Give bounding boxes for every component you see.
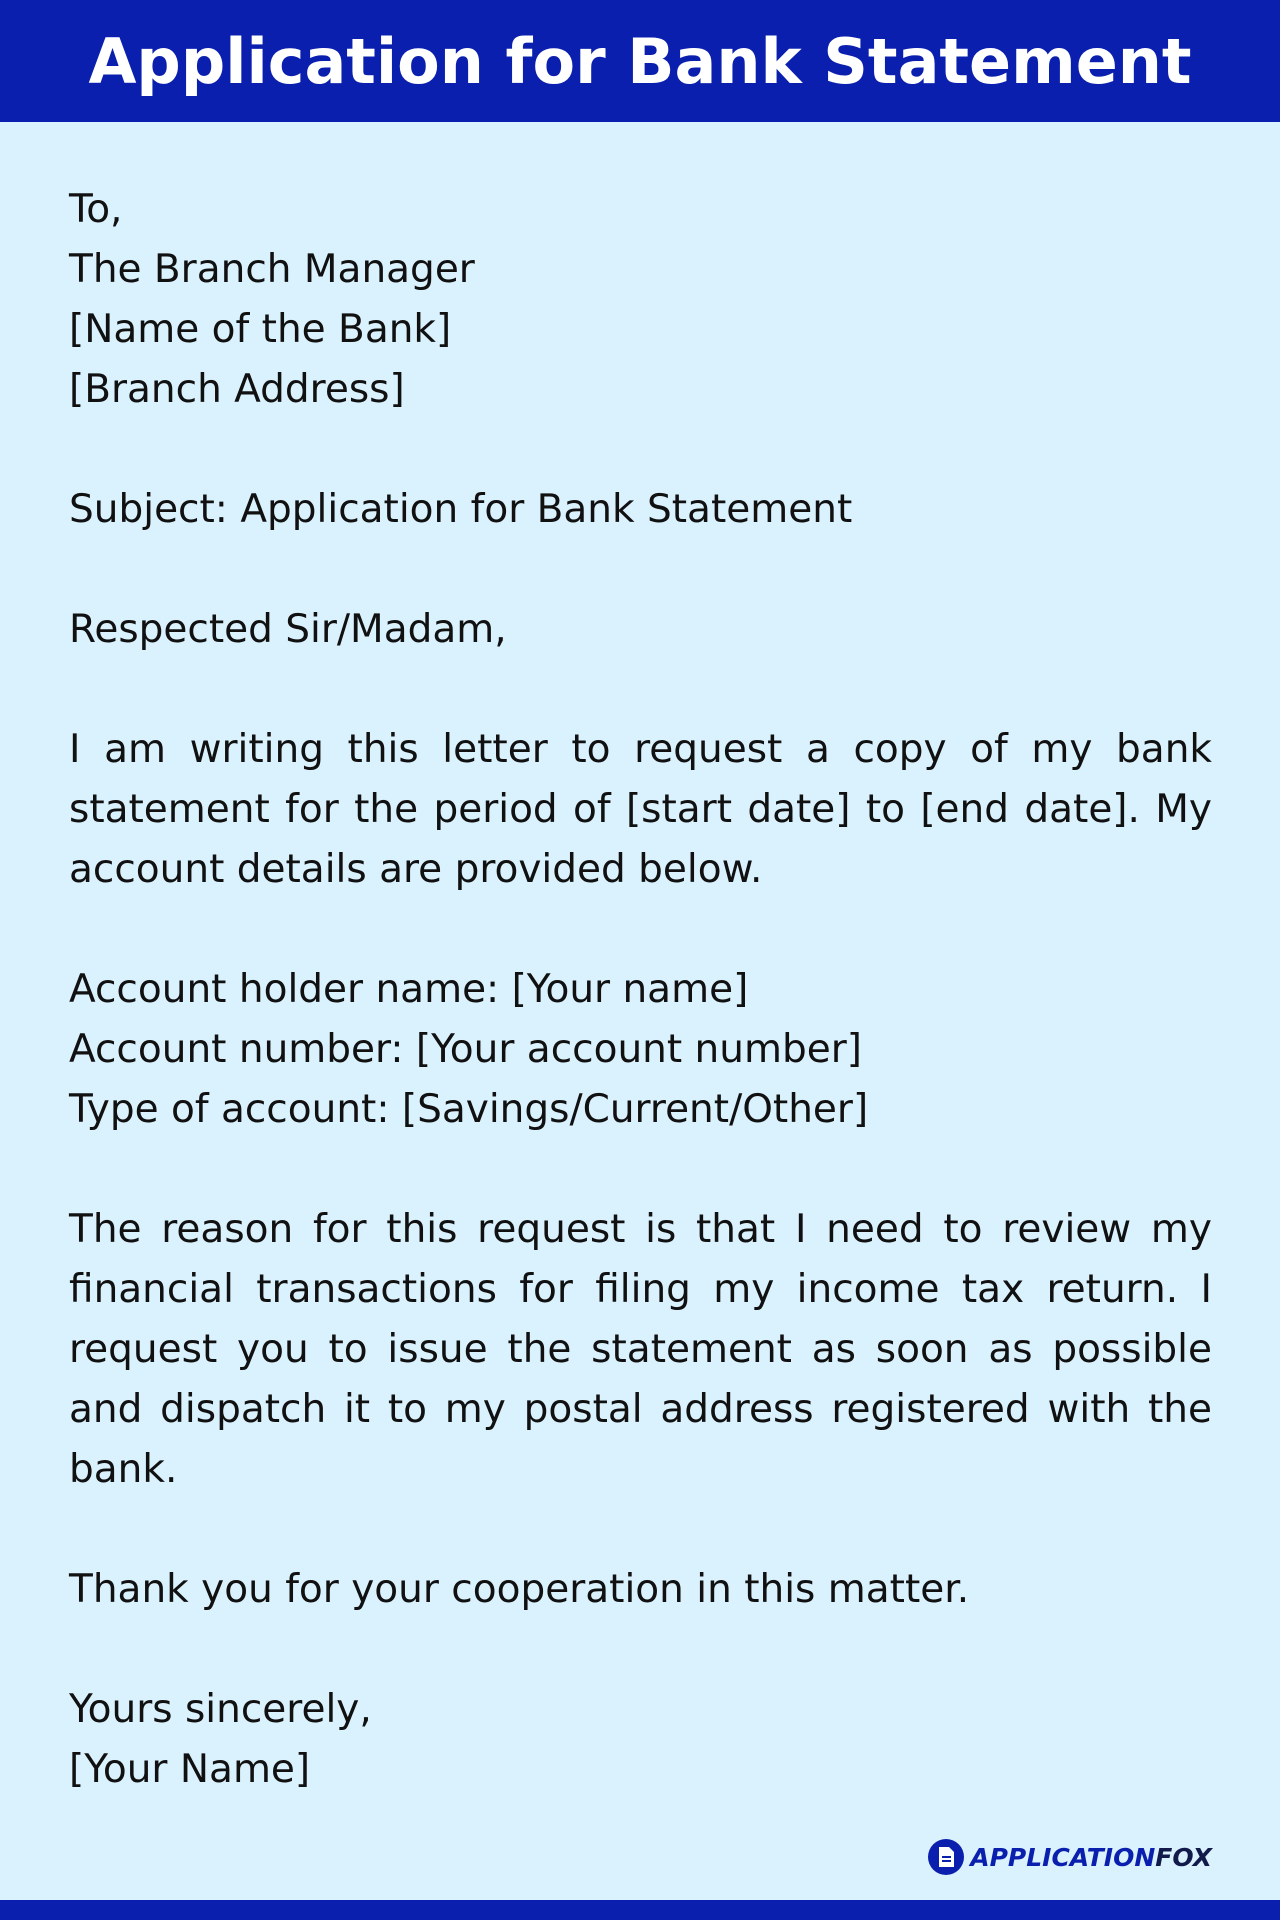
logo-text-application: APPLICATION	[970, 1842, 1156, 1872]
signature-line: [Your Name]	[69, 1747, 311, 1792]
thanks-line: Thank you for your cooperation in this matter.	[69, 1567, 970, 1612]
account-detail-line: Account holder name: [Your name]	[69, 967, 749, 1012]
address-line: To,	[69, 187, 123, 232]
reason-paragraph: The reason for this request is that I need to review my financial transactions for filing my income tax return. I request you to issue the statement as soon as possible and dispatch it to my postal address registered with the bank.	[69, 1207, 1212, 1492]
address-line: [Name of the Bank]	[69, 307, 452, 352]
footer-bar	[0, 1900, 1280, 1920]
logo-text	[970, 1843, 1212, 1872]
recipient-address	[69, 180, 1212, 420]
header-banner	[0, 0, 1280, 122]
letter-body	[69, 180, 1212, 1800]
page-title: Application for Bank Statement	[88, 24, 1192, 98]
account-detail-line: Account number: [Your account number]	[69, 1027, 862, 1072]
document-icon	[928, 1839, 964, 1875]
logo-text-fox: FOX	[1155, 1842, 1212, 1872]
account-details	[69, 960, 1212, 1140]
closing-line: Yours sincerely,	[69, 1687, 372, 1732]
subject-line: Subject: Application for Bank Statement	[69, 487, 853, 532]
salutation: Respected Sir/Madam,	[69, 607, 507, 652]
account-detail-line: Type of account: [Savings/Current/Other]	[69, 1087, 869, 1132]
request-paragraph: I am writing this letter to request a copy of my bank statement for the period of [start date] to [end date]. My account details are provided below.	[69, 727, 1212, 892]
applicationfox-logo	[928, 1837, 1212, 1877]
address-line: The Branch Manager	[69, 247, 475, 292]
address-line: [Branch Address]	[69, 367, 405, 412]
